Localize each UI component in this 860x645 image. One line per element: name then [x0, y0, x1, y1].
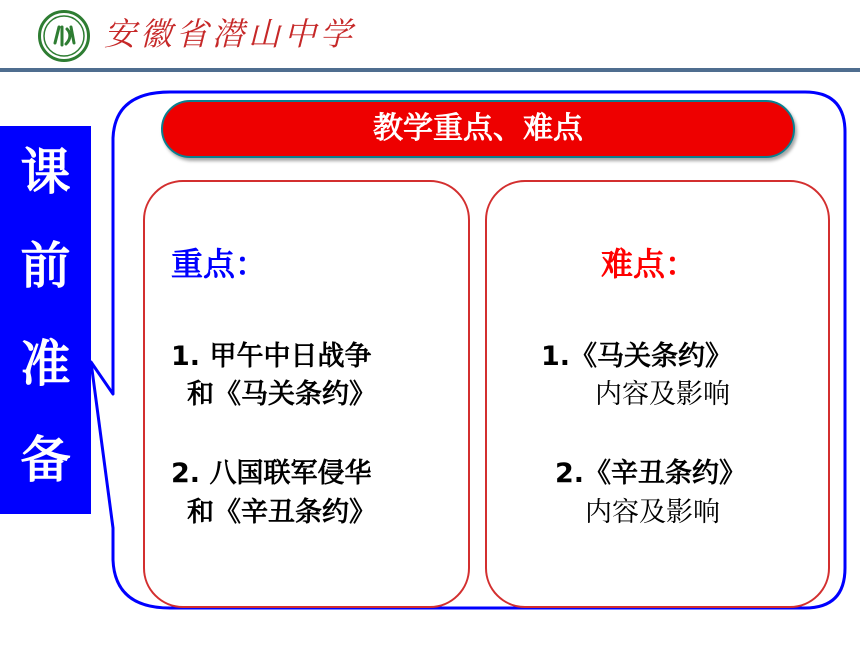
side-tab-char: 备 [20, 431, 71, 489]
side-tab-char: 准 [20, 335, 71, 393]
title-banner [161, 100, 795, 158]
key-points-card [143, 180, 470, 608]
difficult-point-item-line: 内容及影响 [595, 379, 730, 410]
difficult-points-heading: 难点： [601, 245, 698, 283]
difficult-point-item-line: 内容及影响 [585, 497, 720, 528]
key-point-item-line: 和《辛丑条约》 [187, 497, 376, 528]
side-tab-char: 课 [20, 143, 71, 201]
key-point-item-line: 2. 八国联军侵华 [171, 458, 372, 489]
key-point-item-line: 1. 甲午中日战争 [171, 341, 372, 372]
key-point-item-line: 和《马关条约》 [187, 379, 376, 410]
difficult-point-item-line: 1.《马关条约》 [541, 341, 733, 372]
side-tab [0, 126, 91, 514]
difficult-point-item-line: 2.《辛丑条约》 [555, 458, 747, 489]
side-tab-char: 前 [20, 237, 71, 295]
key-points-heading: 重点： [171, 245, 268, 283]
school-name: 安徽省潜山中学 [104, 15, 357, 53]
banner-title: 教学重点、难点 [373, 111, 583, 146]
difficult-points-card [485, 180, 830, 608]
